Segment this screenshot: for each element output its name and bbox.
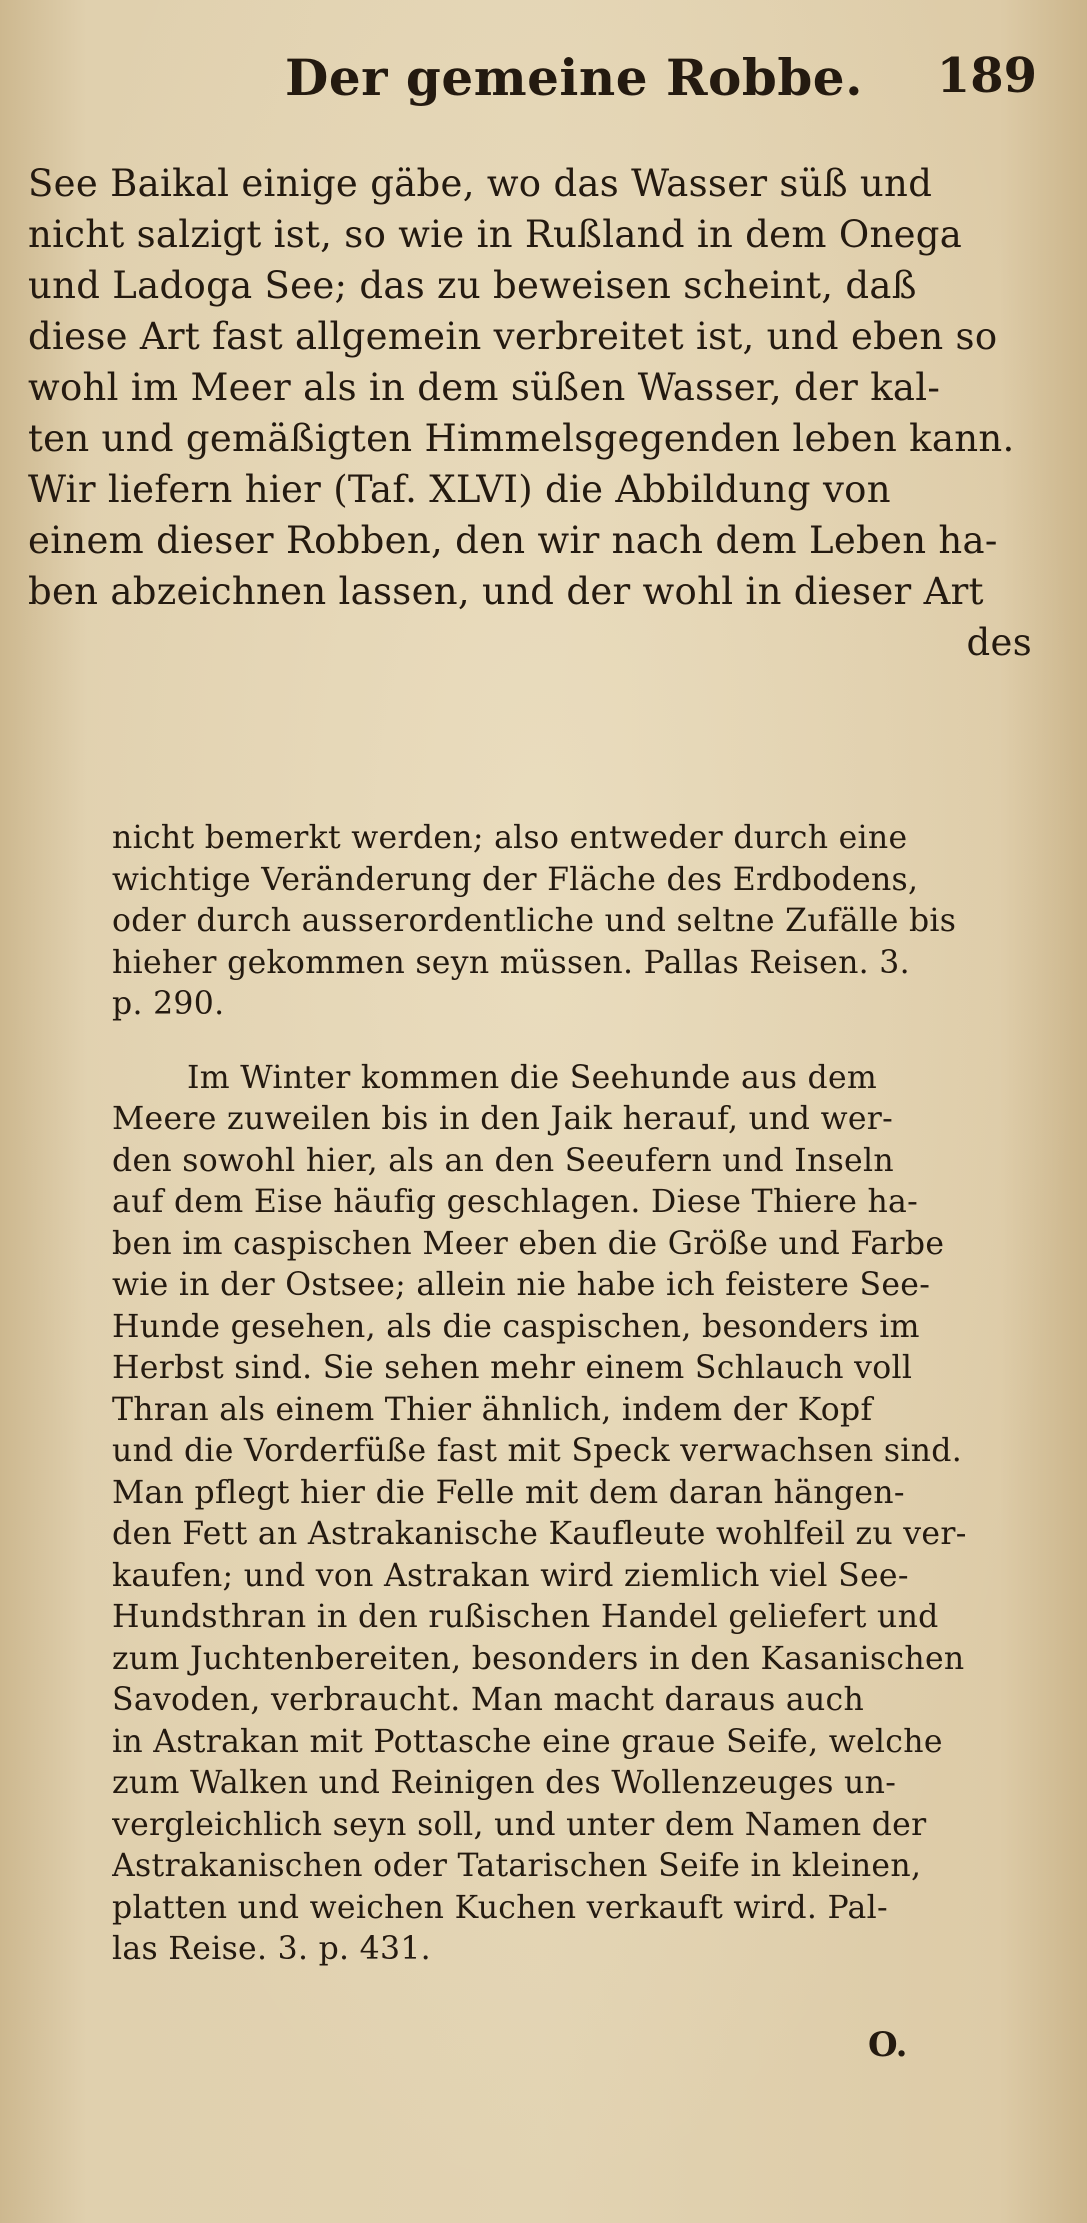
page-header — [0, 48, 1087, 118]
footnote-line: wie in der Ostsee; allein nie habe ich feistere See- — [112, 1267, 931, 1303]
footnote-line: den Fett an Astrakanische Kaufleute wohlfeil zu ver- — [112, 1516, 967, 1552]
footnote-line: ben im caspischen Meer eben die Größe und Farbe — [112, 1225, 945, 1262]
main-text-line: einem dieser Robben, den wir nach dem Leben ha- — [28, 519, 998, 562]
footnote-line: den sowohl hier, als an den Seeufern und Inseln — [112, 1142, 894, 1179]
footnote-line: Savoden, verbraucht. Man macht daraus auch — [112, 1682, 865, 1718]
footnote-line: und die Vorderfüße fast mit Speck verwachsen sind. — [112, 1433, 963, 1469]
footnote-line: Im Winter kommen die Seehunde aus dem — [187, 1059, 878, 1096]
footnote-line: wichtige Veränderung der Fläche des Erdbodens, — [112, 861, 919, 898]
footnote-line: Herbst sind. Sie sehen mehr einem Schlauch voll — [112, 1350, 913, 1386]
page-number: 189 — [936, 48, 1037, 104]
paragraph-gap — [112, 1026, 1047, 1058]
footnote-block — [112, 818, 1047, 1971]
main-text-line: nicht salzigt ist, so wie in Rußland in dem Onega — [28, 213, 963, 256]
footnote-line: Hundsthran in den rußischen Handel geliefert und — [112, 1599, 939, 1635]
main-text-line: See Baikal einige gäbe, wo das Wasser süß und — [28, 162, 933, 205]
footnote-line: Astrakanischen oder Tatarischen Seife in kleinen, — [112, 1848, 922, 1884]
main-text-line: wohl im Meer als in dem süßen Wasser, der kal- — [28, 366, 941, 409]
main-text-block — [28, 158, 1040, 668]
footnote-line: Man pflegt hier die Felle mit dem daran hängen- — [112, 1474, 905, 1511]
footnote-line: p. 290. — [112, 986, 225, 1022]
footnote-line: Thran als einem Thier ähnlich, indem der Kopf — [112, 1391, 873, 1428]
footnote-line: Hunde gesehen, als die caspischen, besonders im — [112, 1308, 920, 1345]
footnote-line: las Reise. 3. p. 431. — [112, 1931, 431, 1967]
main-text-line: Wir liefern hier (Taf. XLVI) die Abbildung von — [28, 468, 891, 511]
running-head: Der gemeine Robbe. — [285, 48, 864, 107]
main-text-line: ten und gemäßigten Himmelsgegenden leben kann. — [28, 417, 1015, 460]
footnote-line: zum Walken und Reinigen des Wollenzeuges un- — [112, 1765, 897, 1801]
footnote-line: oder durch ausserordentliche und seltne Zufälle bis — [112, 903, 957, 939]
main-text-line: ben abzeichnen lassen, und der wohl in dieser Art — [28, 570, 984, 613]
footnote-line: nicht bemerkt werden; also entweder durch eine — [112, 820, 908, 856]
catchword: des — [966, 621, 1032, 664]
footnote-line: kaufen; und von Astrakan wird ziemlich viel See- — [112, 1557, 909, 1594]
footnote-line: vergleichlich seyn soll, und unter dem Namen der — [112, 1806, 927, 1843]
main-text-line: und Ladoga See; das zu beweisen scheint, daß — [28, 264, 917, 307]
footnote-line: hieher gekommen seyn müssen. Pallas Reisen. 3. — [112, 944, 910, 981]
footnote-line: Meere zuweilen bis in den Jaik herauf, und wer- — [112, 1101, 894, 1137]
footnote-line: auf dem Eise häufig geschlagen. Diese Thiere ha- — [112, 1184, 919, 1220]
footnote-line: in Astrakan mit Pottasche eine graue Seife, welche — [112, 1723, 943, 1760]
footnote-signature: O. — [868, 2025, 908, 2065]
footnote-line: zum Juchtenbereiten, besonders in den Kasanischen — [112, 1640, 965, 1677]
footnote-line: platten und weichen Kuchen verkauft wird. Pal- — [112, 1889, 888, 1926]
main-text-line: diese Art fast allgemein verbreitet ist, und eben so — [28, 315, 998, 358]
